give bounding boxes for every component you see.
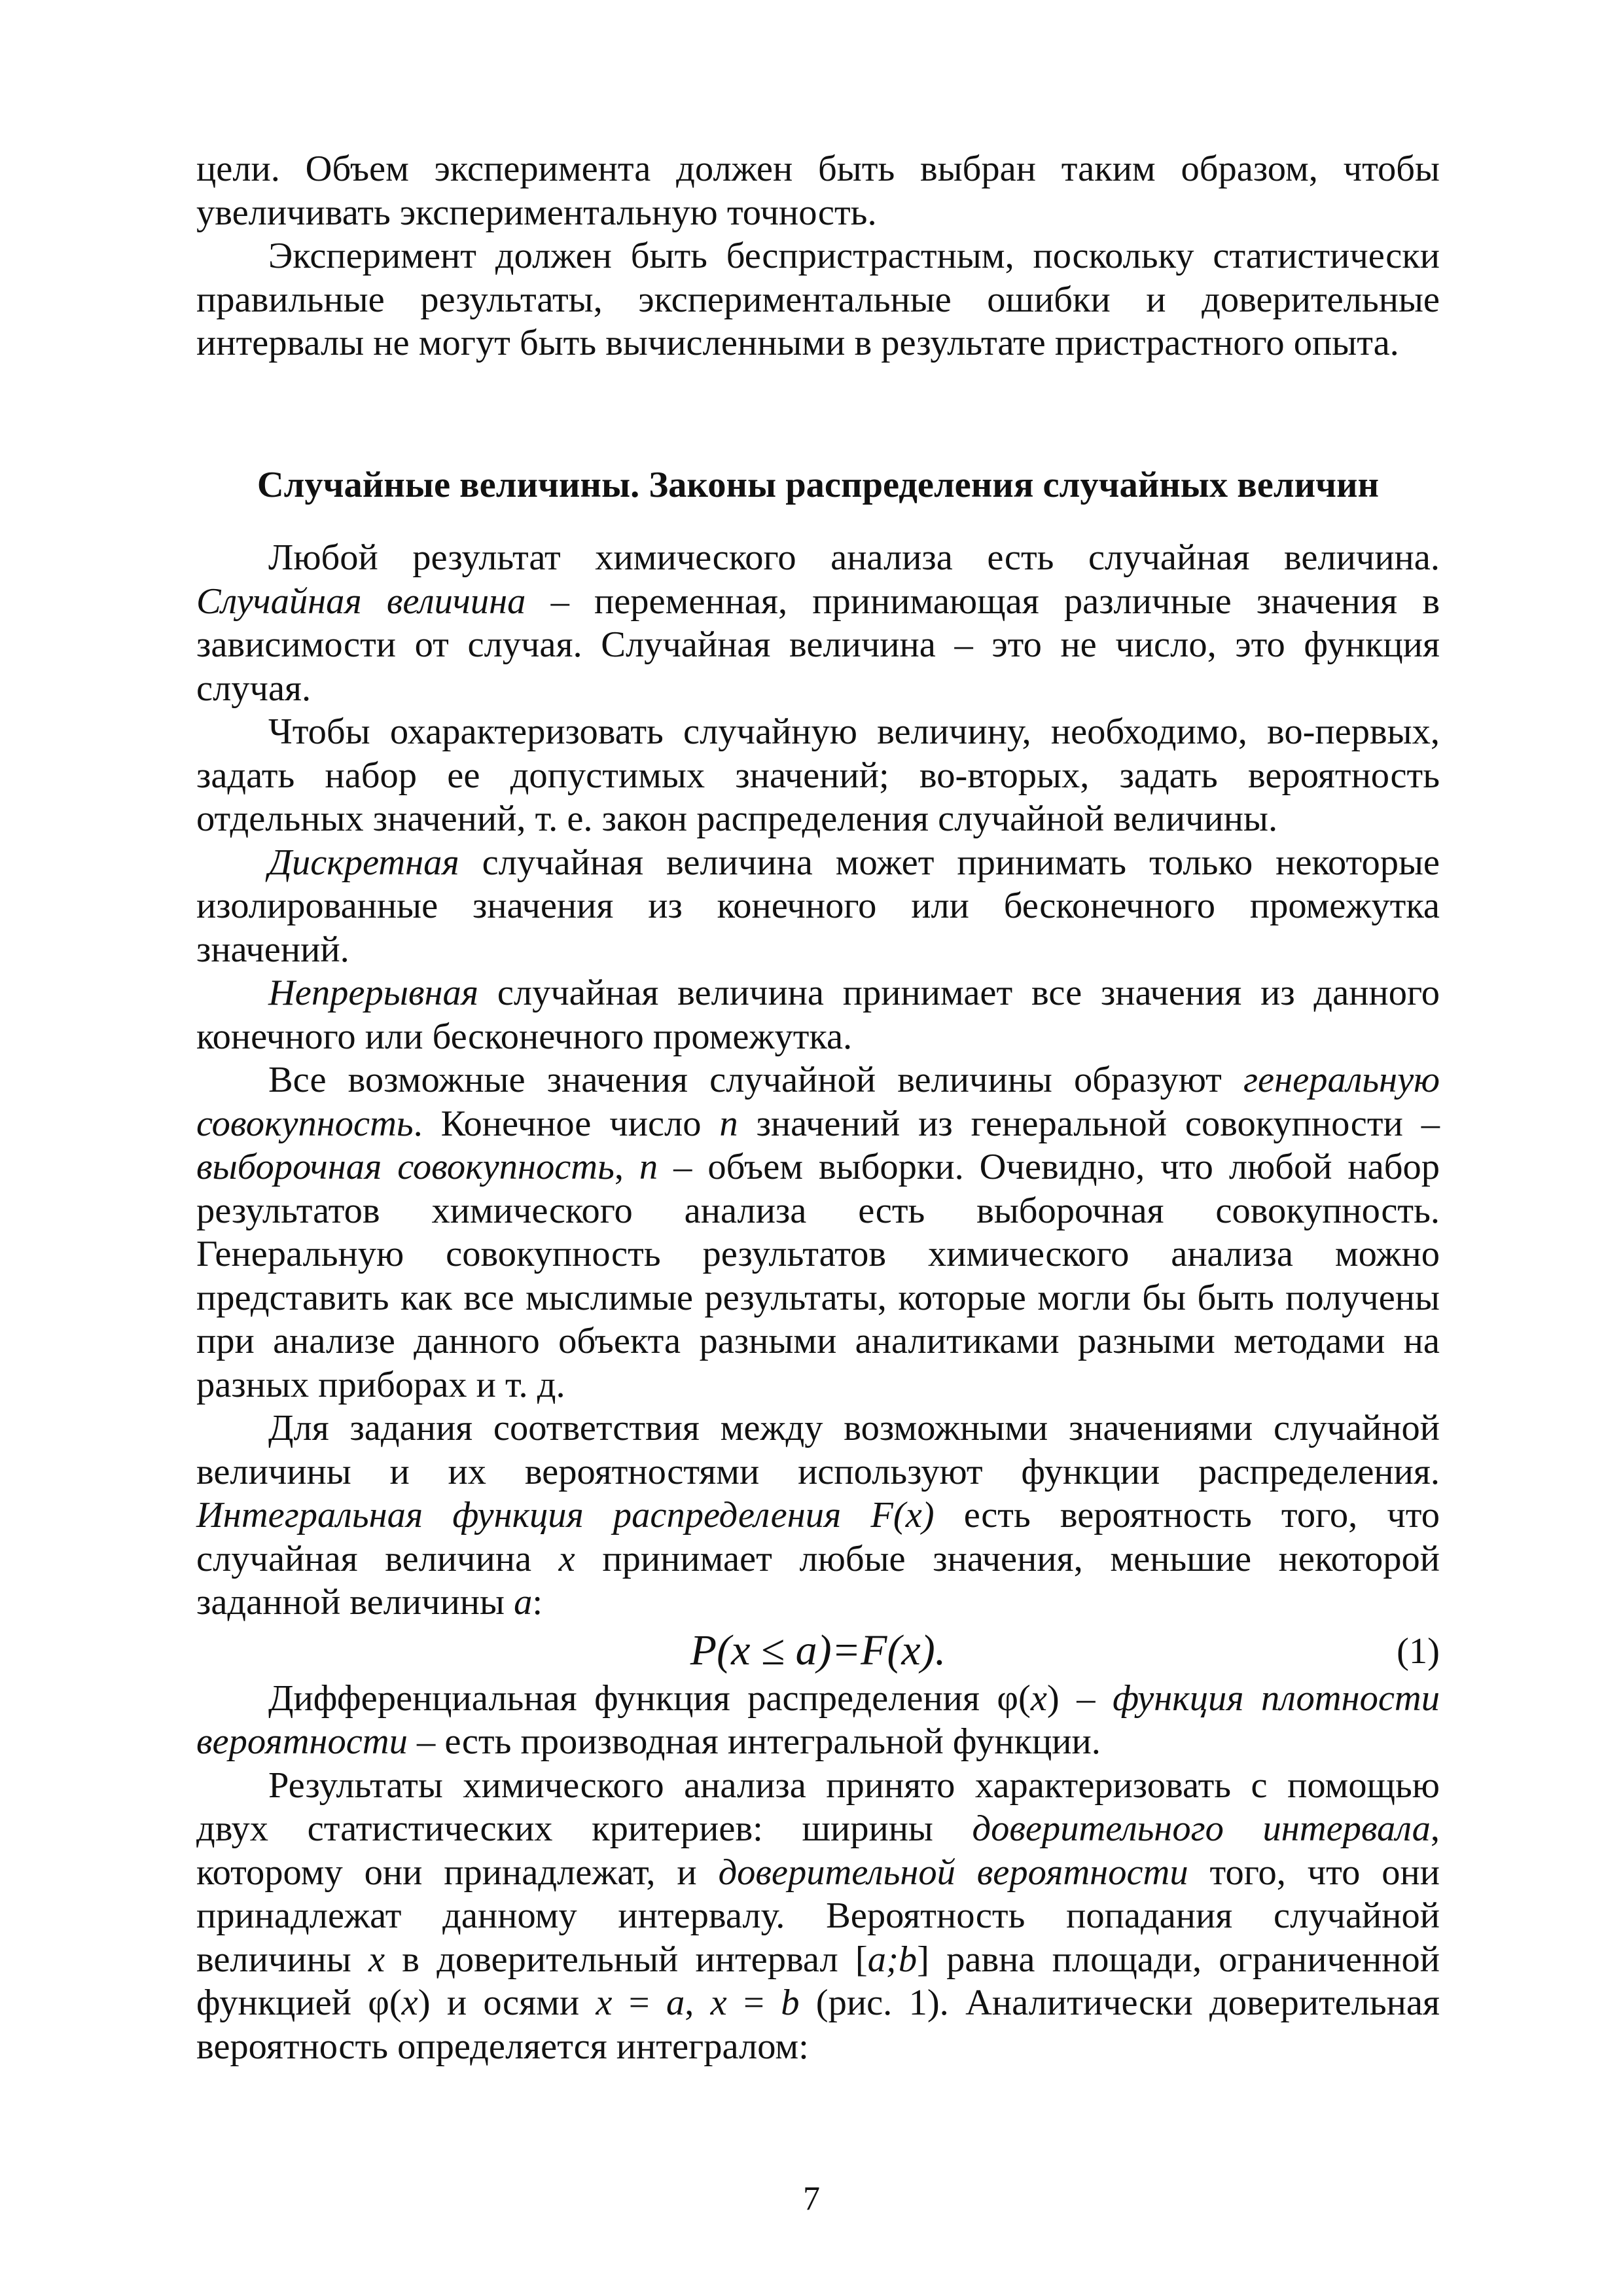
term-discrete: Дискретная [268, 842, 459, 883]
section-heading: Случайные величины. Законы распределения случайных величин [257, 464, 1380, 505]
term-sample: выборочная совокупность [196, 1147, 615, 1187]
term-continuous: Непрерывная [268, 973, 479, 1013]
paragraph-random-variable: Любой результат химического анализа есть случайная величина. Случайная величина – переменная, принимающая различные значения в зависимости от случая. Случайная величина – это не число, это функция случая. [196, 537, 1440, 709]
paragraph-population: Все возможные значения случайной величины образуют генеральную совокупность. Конечное число n значений из генеральной совокупности – выборочная совокупность, n – объем выборки. Очевидно, что любой набор результатов химического анализа есть выборочная совокупность. Генеральную совокупность результатов химического анализа можно представить как все мыслимые результаты, которые могли бы быть получены при анализе данного объекта разными аналитиками разными методами на разных приборах и т. д. [196, 1060, 1440, 1405]
page-number: 7 [803, 2180, 820, 2217]
paragraph-intro-1: цели. Объем эксперимента должен быть выбран таким образом, чтобы увеличивать экспериментальную точность. [196, 149, 1440, 233]
term-random-variable: Случайная величина [196, 581, 526, 622]
paragraph-continuous: Непрерывная случайная величина принимает все значения из данного конечного или бесконечного промежутка. [196, 973, 1440, 1057]
term-confidence-probability: доверительной вероятности [718, 1852, 1188, 1893]
paragraph-characterize: Чтобы охарактеризовать случайную величину, необходимо, во-первых, задать набор ее допустимых значений; во-вторых, задать вероятность отдельных значений, т. е. закон распределения случайной величины. [196, 711, 1440, 839]
term-general-population: генеральную совокупность [196, 1060, 1440, 1144]
paragraph-distribution-function: Для задания соответствия между возможными значениями случайной величины и их вероятностями используют функции распределения. Интегральная функция распределения F(x) есть вероятность того, что случайная величина x принимает любые значения, меньшие некоторой заданной величины a: [196, 1408, 1440, 1623]
equation-formula: P(x ≤ a)=F(x). [690, 1626, 946, 1674]
paragraph-confidence: Результаты химического анализа принято характеризовать с помощью двух статистических критериев: ширины доверительного интервала, которому они принадлежат, и доверительной вероятности того, что они принадлежат данному интервалу. Вероятность попадания случайной величины x в доверительный интервал [a;b] равна площади, ограниченной функцией φ(x) и осями x = a, x = b (рис. 1). Аналитически доверительная вероятность определяется интегралом: [196, 1765, 1440, 2067]
paragraph-intro-2: Эксперимент должен быть беспристрастным, поскольку статистически правильные результаты, экспериментальные ошибки и доверительные интервалы не могут быть вычисленными в результате пристрастного опыта. [196, 236, 1440, 363]
term-integral-distribution: Интегральная функция распределения F(x) [196, 1495, 935, 1535]
term-density-function: функция плотности вероятности [196, 1677, 1440, 1762]
page-body [196, 147, 1440, 2068]
equation-1 [196, 1624, 1440, 1677]
paragraph-discrete: Дискретная случайная величина может принимать только некоторые изолированные значения из конечного или бесконечного промежутка значений. [196, 842, 1440, 970]
term-confidence-interval: доверительного интервала [972, 1808, 1431, 1849]
equation-number: (1) [1397, 1630, 1440, 1672]
paragraph-density: Дифференциальная функция распределения φ(x) – функция плотности вероятности – есть производная интегральной функции. [196, 1677, 1440, 1762]
